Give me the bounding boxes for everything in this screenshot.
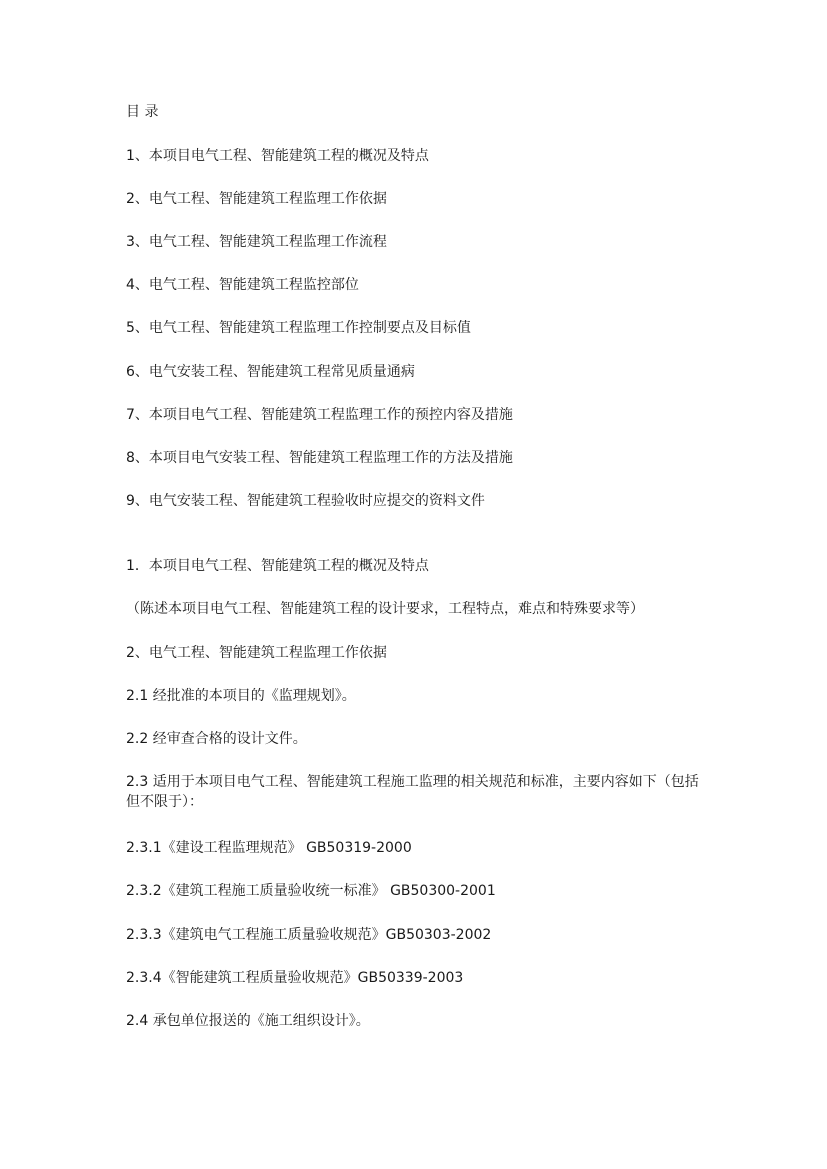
toc-item-5: 5、电气工程、智能建筑工程监理工作控制要点及目标值 xyxy=(126,320,471,336)
section-1-heading: 1．本项目电气工程、智能建筑工程的概况及特点 xyxy=(126,558,429,574)
section-1-note: （陈述本项目电气工程、智能建筑工程的设计要求，工程特点，难点和特殊要求等） xyxy=(126,601,644,617)
section-2-heading: 2、电气工程、智能建筑工程监理工作依据 xyxy=(126,645,387,661)
paragraph-2-1: 2.1 经批准的本项目的《监理规划》。 xyxy=(126,688,356,704)
toc-item-6: 6、电气安装工程、智能建筑工程常见质量通病 xyxy=(126,364,415,380)
toc-item-8: 8、本项目电气安装工程、智能建筑工程监理工作的方法及措施 xyxy=(126,450,513,466)
standard-2-3-1: 2.3.1《建设工程监理规范》 GB50319-2000 xyxy=(126,840,412,856)
standard-2-3-3: 2.3.3《建筑电气工程施工质量验收规范》GB50303-2002 xyxy=(126,927,492,943)
toc-title: 目 录 xyxy=(126,104,159,120)
toc-item-9: 9、电气安装工程、智能建筑工程验收时应提交的资料文件 xyxy=(126,493,485,509)
paragraph-2-3: 2.3 适用于本项目电气工程、智能建筑工程施工监理的相关规范和标准，主要内容如下（包括但不限于）： xyxy=(126,774,699,810)
toc-item-4: 4、电气工程、智能建筑工程监控部位 xyxy=(126,277,359,293)
paragraph-2-4: 2.4 承包单位报送的《施工组织设计》。 xyxy=(126,1013,370,1029)
standard-2-3-4: 2.3.4《智能建筑工程质量验收规范》GB50339-2003 xyxy=(126,970,464,986)
toc-item-3: 3、电气工程、智能建筑工程监理工作流程 xyxy=(126,234,387,250)
toc-item-2: 2、电气工程、智能建筑工程监理工作依据 xyxy=(126,191,387,207)
toc-item-7: 7、本项目电气工程、智能建筑工程监理工作的预控内容及措施 xyxy=(126,407,513,423)
paragraph-2-2: 2.2 经审查合格的设计文件。 xyxy=(126,731,307,747)
standard-2-3-2: 2.3.2《建筑工程施工质量验收统一标准》 GB50300-2001 xyxy=(126,883,496,899)
toc-item-1: 1、本项目电气工程、智能建筑工程的概况及特点 xyxy=(126,148,429,164)
